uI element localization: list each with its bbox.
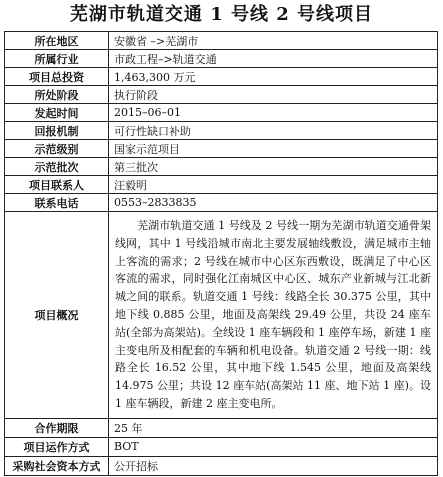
table-row xyxy=(5,176,438,194)
label-stage: 所处阶段 xyxy=(5,86,109,104)
table-row xyxy=(5,50,438,68)
label-procurement-method: 采购社会资本方式 xyxy=(5,456,109,475)
label-total-investment: 项目总投资 xyxy=(5,68,109,86)
table-row xyxy=(5,437,438,456)
table-row xyxy=(5,68,438,86)
label-demo-level: 示范级别 xyxy=(5,140,109,158)
value-launch-date: 2015–06–01 xyxy=(109,104,438,122)
value-contact-person: 汪毅明 xyxy=(109,176,438,194)
value-total-investment: 1,463,300 万元 xyxy=(109,68,438,86)
value-region: 安徽省 –>芜湖市 xyxy=(109,32,438,50)
value-overview xyxy=(109,212,438,419)
value-stage: 执行阶段 xyxy=(109,86,438,104)
value-contact-phone: 0553–2833835 xyxy=(109,194,438,212)
project-info-table xyxy=(4,31,438,476)
label-industry: 所属行业 xyxy=(5,50,109,68)
overview-text: 芜湖市轨道交通 1 号线及 2 号线一期为芜湖市轨道交通骨架线网，其中 1 号线沿城市南北主要发展轴线敷设，满足城市主轴上客流的需求；2 号线在城市中心区东西敷设，既满足了中心区客流的需求，同时强化江南城区中心区、城东产业新城与江北新城之间的联系。轨道交通 1 号线：线路全长 30.375 公里，其中地下线 0.885 公里，地面及高架线 29.49 公里，共设 24 座车站(全部为高架站)。全线设 1 座车辆段和 1 座停车场，新建 1 座主变电所及相配套的车辆和机电设备。轨道交通 2 号线一期：线路全长 16.52 公里，其中地下线 1.545 公里，地面及高架线 14.975 公里；共设 12 座车站(高架站 11 座、地下站 1 座)。设 1 座车辆段，新建 2 座主变电所。 xyxy=(115,219,431,410)
value-return-mechanism: 可行性缺口补助 xyxy=(109,122,438,140)
label-overview: 项目概况 xyxy=(5,212,109,419)
table-row-overview xyxy=(5,212,438,419)
table-row xyxy=(5,122,438,140)
page-title: 芜湖市轨道交通 1 号线 2 号线项目 xyxy=(69,4,374,25)
table-row xyxy=(5,456,438,475)
label-demo-batch: 示范批次 xyxy=(5,158,109,176)
table-row xyxy=(5,140,438,158)
label-launch-date: 发起时间 xyxy=(5,104,109,122)
label-cooperation-term: 合作期限 xyxy=(5,418,109,437)
table-row xyxy=(5,194,438,212)
label-contact-phone: 联系电话 xyxy=(5,194,109,212)
value-demo-level: 国家示范项目 xyxy=(109,140,438,158)
table-row xyxy=(5,32,438,50)
table-row xyxy=(5,86,438,104)
value-cooperation-term: 25 年 xyxy=(109,418,438,437)
value-industry: 市政工程–>轨道交通 xyxy=(109,50,438,68)
value-operation-mode: BOT xyxy=(109,437,438,456)
label-region: 所在地区 xyxy=(5,32,109,50)
table-row xyxy=(5,418,438,437)
value-demo-batch: 第三批次 xyxy=(109,158,438,176)
label-contact-person: 项目联系人 xyxy=(5,176,109,194)
table-row xyxy=(5,158,438,176)
table-row xyxy=(5,104,438,122)
value-procurement-method: 公开招标 xyxy=(109,456,438,475)
label-return-mechanism: 回报机制 xyxy=(5,122,109,140)
label-operation-mode: 项目运作方式 xyxy=(5,437,109,456)
